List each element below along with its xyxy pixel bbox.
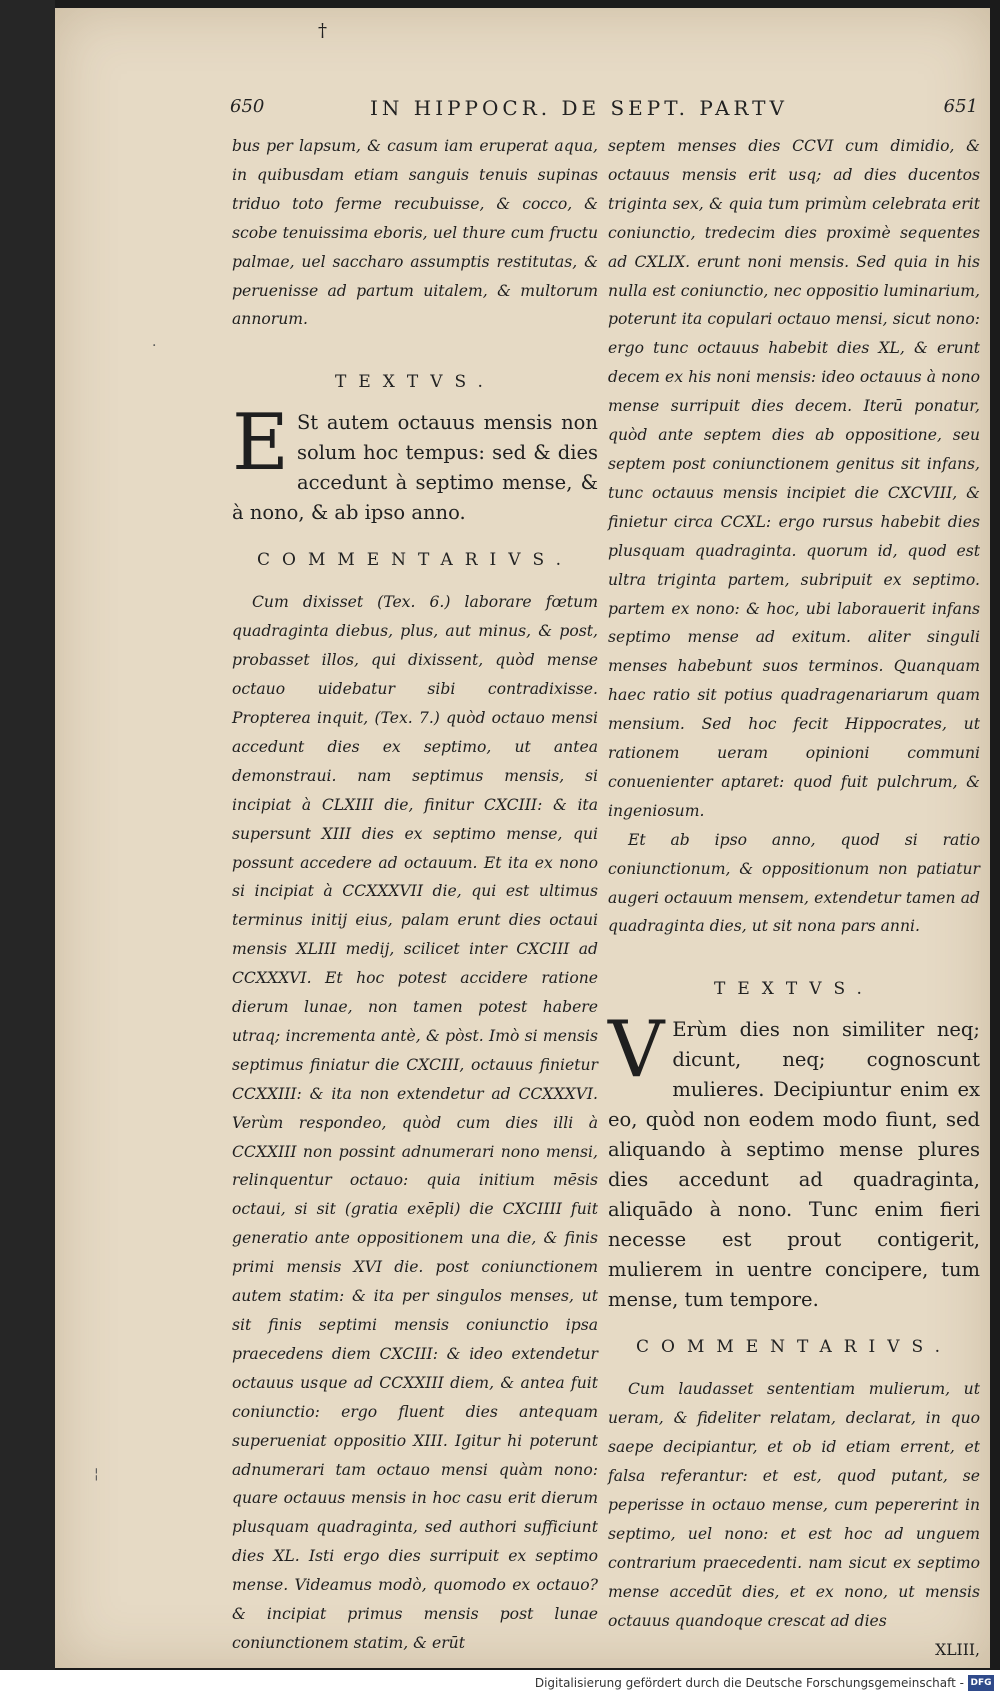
dagger-mark: † xyxy=(318,20,327,41)
left-column xyxy=(232,132,598,1658)
commentary-text: bus per lapsum, & casum iam eruperat aqua, in quibusdam etiam sanguis tenuis supinas triduo toto ferme recubuisse, & cocco, & scobe tenuissima eboris, uel thure cum fructu palmae, uel saccharo assumptis restitutas, & peruenisse ad partum uitalem, & multorum annorum. xyxy=(232,137,598,329)
margin-dot: · xyxy=(152,338,157,354)
commentary-top-right xyxy=(608,132,980,941)
commentary-text: septem menses dies CCVI cum dimidio, & octauus mensis erit usq; ad dies ducentos triginta sex, & quia tum primùm celebrata erit coniunctio, tredecim dies proximè sequentes ad CXLIX. erunt noni mensis. Sed quia in his nulla est coniunctio, nec oppositio luminarium, poterunt ita copulari octauo mensi, sicut nono: ergo tunc octauus habebit dies XL, & erunt decem ex his noni mensis: ideo octauus à nono mense surripuit dies decem. Iterū ponatur, quòd ante septem dies ab oppositione, seu septem post coniunctionem genitus sit infans, tunc octauus mensis incipiet die CXCVIII, & finietur circa CCXL: ergo rursus habebit dies plusquam quadraginta. quorum id, quod est ultra triginta partem, subripuit ex septimo. partem ex nono: & hoc, ubi laborauerit infans septimo mense ad exitum. aliter singuli menses habebunt suos terminos. Quanquam haec ratio sit potius quadragenariarum quam mensium. Sed hoc fecit Hippocrates, ut rationem ueram opinioni communi conuenienter aptaret: quod fuit pulchrum, & ingeniosum. xyxy=(608,137,980,820)
drop-cap: E xyxy=(232,398,289,489)
commentary-text: Cum dixisset (Tex. 6.) laborare fœtum quadraginta diebus, plus, aut minus, & post, probasset illos, qui dixissent, quòd mense octauo uidebatur sibi contradixisse. Propterea inquit, (Tex. 7.) quòd octauo mensi accedunt dies ex septimo, ut antea demonstraui. nam septimus mensis, si incipiat à CLXIII die, finitur CXCIII: & ita supersunt XIII dies ex septimo mense, qui possunt accedere ad octauum. Et ita ex nono si incipiat à CCXXXVII die, qui est ultimus terminus initij eius, palam erunt dies octaui mensis XLIII medij, scilicet inter CXCIII ad CCXXXVI. Et hoc potest accidere ratione dierum lunae, non tamen potest habere utraq; incrementa antè, & pòst. Imò si mensis septimus finiatur die CXCIII, octauus finietur CCXXIII: & ita non extendetur ad CCXXXVI. Verùm respondeo, quòd cum dies illi à CCXXIII non possint adnumerari nono mensi, relinquentur octauo: quia initium mēsis octaui, si sit (gratia exēpli) die CXCIIII fuit generatio ante oppositionem una die, & finis primi mensis XVI die. post coniunctionem autem statim: & ita per singulos menses, ut sit finis septimi mensis coniunctio ipsa praecedens diem CXCIII: & ideo extendetur octauus usque ad CCXXIII diem, & antea fuit coniunctio: ergo fluent dies antequam superueniat oppositio XIII. Igitur hi poterunt adnumerari tam octauo mensi quàm nono: quare octauus mensis in hoc casu erit dierum plusquam quadraginta, sed authori sufficiunt dies XL. Isti ergo dies surripuit ex septimo mense. Videamus modò, quomodo ex octauo? & incipiat primus mensis post lunae coniunctionem statim, & erūt xyxy=(232,593,598,1652)
page-number-right: 651 xyxy=(943,96,978,117)
margin-tick: ¦ xyxy=(94,1466,99,1482)
commentarius-heading: COMMENTARIVS. xyxy=(257,550,573,571)
catchword: XLIII, xyxy=(935,1640,980,1659)
commentary-text: Et ab ipso anno, quod si ratio coniunctionum, & oppositionum non patiatur augeri octauum mensem, extendetur tamen ad quadraginta dies, ut sit nona pars anni. xyxy=(608,830,980,936)
running-head-title: IN HIPPOCR. DE SEPT. PARTV xyxy=(370,96,788,120)
commentarius-heading: COMMENTARIVS. xyxy=(636,1337,952,1358)
commentary-bottom-right xyxy=(608,1375,980,1664)
textus-passage xyxy=(608,1005,980,1315)
commentary-text: Cum laudasset sententiam mulierum, ut ueram, & fideliter relatam, declarat, in quo saepe decipiantur, et ob id etiam errent, et falsa referantur: et est, quod putant, se peperisse in octauo mense, cum pepererint in septimo, uel nono: et est hoc ad unguem contrarium praecedenti. nam sicut ex septimo mense accedūt dies, et ex nono, ut mensis octauus quandoque crescat ad dies xyxy=(608,1380,980,1630)
page-number-left: 650 xyxy=(230,96,265,117)
dfg-logo: DFG xyxy=(968,1675,994,1691)
running-header xyxy=(230,96,990,126)
footer-credit: Digitalisierung gefördert durch die Deutsche Forschungsgemeinschaft - xyxy=(534,1676,964,1690)
right-column xyxy=(608,132,980,1664)
textus-passage xyxy=(232,398,598,528)
drop-cap: V xyxy=(608,1005,665,1096)
textus-text: Erùm dies non similiter neq; dicunt, neq; cognoscunt mulieres. Decipiuntur enim ex eo, quòd non eodem modo fiunt, sed aliquando à septimo mense plures dies accedunt ad quadraginta, aliquādo à nono. Tunc enim fieri necesse est prout contigerit, mulierem in uentre concipere, tum mense, tum tempore. xyxy=(608,1018,980,1312)
commentary-top-left xyxy=(232,132,598,334)
commentary-main-left xyxy=(232,588,598,1658)
textus-text: St autem octauus mensis non solum hoc tempus: sed & dies accedunt à septimo mense, & à nono, & ab ipso anno. xyxy=(232,411,598,525)
textus-heading: TEXTVS. xyxy=(335,372,495,393)
scan-left-edge xyxy=(0,0,55,1698)
textus-heading: TEXTVS. xyxy=(714,979,874,1000)
